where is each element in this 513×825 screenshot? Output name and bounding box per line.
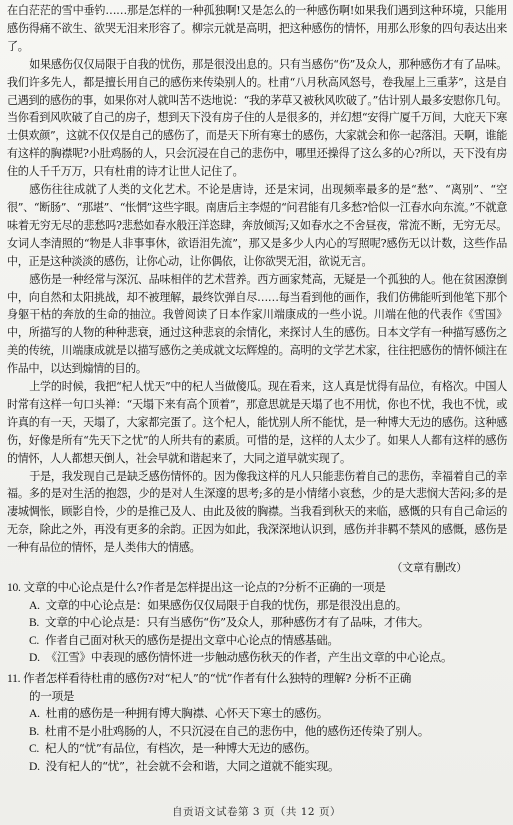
passage-paragraph-6: 于是，我发现自己是缺乏感伤情怀的。因为像我这样的凡人只能悲伤着自己的悲伤，幸福着自己的幸福。多的是对生活的抱怨，少的是对人生深邃的思考;多的是小情绪小哀愁，少的是大悲悯大苦闷;多的是凄城惆怅，顾影自怜，少的是推己及人、由此及彼的胸襟。当我看到秋天的来临，感慨的只有自己命运的无奈，除此之外，再没有更多的余韵。正因为如此，我深深地认识到，感伤并非羁不禁风的感慨，感伤是一种有品位的情怀，是人类伟大的情感。: [7, 469, 507, 555]
option-text: 作者自己面对秋天的感伤是提出文章中心论点的情感基础。: [45, 632, 339, 647]
option-text: 没有杞人的“忧”，社会就不会和谐，大同之道就不能实现。: [45, 759, 340, 774]
option-d: [7, 758, 507, 776]
question-number: 10.: [7, 581, 21, 595]
option-text: 杜甫的感伤是一种拥有博大胸襟、心怀天下寒士的感伤。: [45, 706, 329, 721]
question-10: [7, 579, 507, 667]
option-text: 杜甫不是小肚鸡肠的人，不只沉浸在自己的悲伤中，他的感伤还传染了别人。: [45, 723, 430, 738]
option-c: [7, 740, 507, 758]
option-letter: A.: [29, 598, 40, 612]
option-letter: C.: [29, 742, 40, 756]
option-d: [7, 649, 507, 667]
option-c: [7, 632, 507, 650]
option-text: 文章的中心论点是：如果感伤仅仅局限于自我的忧伤，那是很没出息的。: [45, 597, 408, 612]
reading-passage: [7, 2, 507, 557]
option-letter: A.: [29, 707, 40, 721]
question-stem: [7, 670, 507, 688]
question-stem: [7, 579, 507, 597]
passage-paragraph-1: 在白茫茫的雪中垂钓……那是怎样的一种孤独啊!又是怎么的一种感伤啊!如果我们遇到这种环境，只能用感伤得痛不欲生、欲哭无泪来形容了。柳宗元就是高明，把这种感伤的情怀，用那么形象的四句表达出来了。: [7, 4, 507, 53]
passage-paragraph-5: 上学的时候，我把“杞人忧天”中的杞人当做傻瓜。现在看来，这人真是忧得有品位，有格次。中国人时常有这样一句口头禅：“天塌下来有高个顶着”，那意思就是天塌了也不用忧，你也不忧，我也不忧，或许真的有一天，天塌了，大家都完蛋了。这个杞人，能忧别人所不能忧，是一种博大无边的感伤。这种感伤，好像是所有“先天下之忧”的人所共有的素质。可惜的是，这样的人太少了。如果人人都有这样的感伤的情怀，人人都想天倒人，社会早就和谐起来了，大同之道早就实现了。: [7, 380, 507, 465]
option-b: [7, 723, 507, 741]
page-footer: 自贡语文试卷第 3 页（共 12 页）: [172, 806, 341, 818]
question-11: [7, 670, 507, 776]
option-letter: B.: [29, 616, 40, 630]
option-letter: C.: [29, 633, 40, 647]
question-stem-continued: 的一项是: [29, 688, 75, 703]
option-a: [7, 705, 507, 723]
option-text: 《江雪》中表现的感伤情怀进一步触动感伤秋天的作者，产生出文章的中心论点。: [45, 650, 453, 665]
question-stem-text: 作者怎样看待杜甫的感伤?对“杞人”的“忧”作者有什么独特的理解? 分析不正确: [23, 671, 412, 686]
question-number: 11.: [7, 672, 21, 686]
option-letter: D.: [29, 651, 40, 665]
source-note: （文章有删改）: [391, 561, 467, 575]
option-text: 文章的中心论点是：只有当感伤“伤”及众人，那种感伤才有了品味，才伟大。: [45, 615, 429, 630]
passage-paragraph-2: 如果感伤仅仅局限于自我的忧伤，那是很没出息的。只有当感伤“伤”及众人，那种感伤才有了品味。我们许多先人，都是擅长用自己的感伤来传染别人的。杜甫“八月秋高风怒号，卷我屋上三重茅”，这是自己遇到的感伤的事，如果你对人就叫苦不迭地说：“我的茅草又被秋风吹破了。”估计别人最多安慰你几句。当你看到风吹破了自己的房子，想到天下没有房子住的人是很多的，并幻想“安得广厦千万间，大庇天下寒士俱欢颜”，这就不仅仅是自己的感伤了，而是天下所有寒士的感伤，大家就会和你一起落泪。天啊，谁能有这样的胸襟呢?小肚鸡肠的人，只会沉浸在自己的悲伤中，哪里还操得了这么多的心?所以，天下没有房住的人千千万万，只有杜甫的诗才让世人记住了。: [7, 57, 507, 179]
option-letter: B.: [29, 724, 40, 738]
option-b: [7, 614, 507, 632]
passage-paragraph-4: 感伤是一种经常与深沉、品味相伴的艺术营养。西方画家梵高，无疑是一个孤独的人。他在贫困潦倒中，向自然和太阳挑战，却不被理解，最终饮弹自尽……每当看到他的画作，我们仿佛能听到他笔下那个身躯干枯的奔放的生命的抽泣。我曾阅读了日本作家川端康成的一些小说。川端在他的代表作《雪国》中，所描写的人物的种种悲衰，通过这种悲哀的余情化，来探讨人生的感伤。日本文学有一种描写感伤之美的传统，川端康成就是以描写感伤之美成就文坛辉煌的。高明的文学艺术家，往往把感伤的情怀倾注在作品中，以达到煽情的目的。: [7, 272, 507, 376]
option-a: [7, 597, 507, 615]
question-stem-text: 文章的中心论点是什么?作者是怎样提出这一论点的?分析不正确的一项是: [23, 580, 386, 595]
passage-paragraph-3: 感伤往往成就了人类的文化艺术。不论是唐诗，还是宋词，出现频率最多的是“愁”、“离别”、“空很”、“断肠”、“那堪”、“怅惘”这些字眼。南唐后主李煜的“问君能有几多愁?恰似一江春水向东流。”不就意味着无穷无尽的悲愁吗?悲愁如春水般汪洋恣肆，奔放倾泻;又如春水之不舍昼夜，常流不断，无穷无尽。女词人李清照的“物是人非事事休，欲语泪先流”，那又是多少人内心的写照呢?感伤无以计数，这些作品中，正是这种淡淡的感伤，让你心动，让你偶依，让你欲哭无泪，欲说无言。: [7, 183, 507, 268]
option-text: 杞人的“忧”有品位，有档次，是一种博大无边的感伤。: [45, 741, 317, 756]
option-letter: D.: [29, 760, 40, 774]
